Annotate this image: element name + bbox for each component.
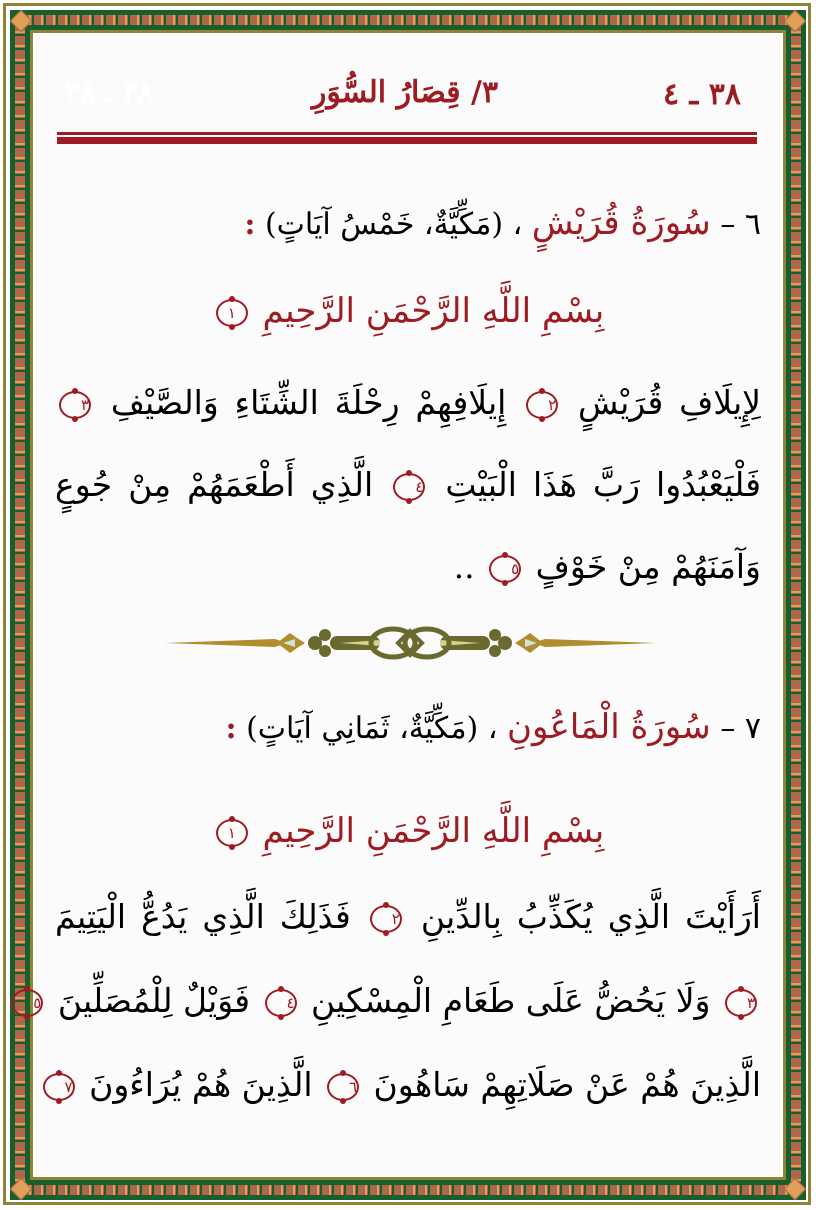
ayah-marker-icon: ٥: [11, 989, 43, 1017]
surah-name: سُورَةُ قُرَيْشٍ: [531, 203, 711, 243]
heading-colon: :: [225, 711, 237, 746]
bismillah-text: بِسْمِ اللَّهِ الرَّحْمَنِ الرَّحِيمِ: [262, 811, 605, 851]
bismillah: [55, 291, 761, 331]
verse-line: [33, 981, 761, 1020]
section-title: ٣/ قِصَارُ السُّوَرِ: [311, 75, 499, 110]
ayah-marker-icon: ٢: [370, 905, 402, 933]
page-header: [35, 35, 781, 135]
ghost-page-label: ٣٨ ـ ٣٨: [65, 75, 153, 108]
verse-text: الَّذِينَ هُمْ يُرَاءُونَ: [89, 1065, 313, 1104]
ayah-marker-icon: ١: [216, 819, 248, 847]
border-pattern-top: [22, 15, 794, 25]
border-pattern-bottom: [22, 1185, 794, 1195]
verse-text: إِيلَافِهِمْ رِحْلَةَ الشِّتَاءِ وَالصَّيْفِ: [110, 383, 507, 422]
separator: ،: [487, 711, 498, 746]
ayah-marker-icon: ٦: [327, 1073, 359, 1101]
bismillah: [55, 811, 761, 851]
verse-line: [55, 1065, 761, 1104]
verse-line: [55, 465, 761, 504]
border-pattern-right: [791, 22, 801, 1188]
ayah-marker-icon: ٥: [489, 555, 521, 583]
surah-info: (مَكِّيَّةٌ، خَمْسُ آيَاتٍ): [264, 207, 504, 242]
surah-number: ٧ –: [720, 711, 761, 746]
ayah-marker-icon: ٤: [393, 473, 425, 501]
bismillah-text: بِسْمِ اللَّهِ الرَّحْمَنِ الرَّحِيمِ: [262, 291, 605, 331]
header-rule-thin: [57, 132, 757, 135]
verse-line: [55, 897, 761, 936]
verse-text: الَّذِي أَطْعَمَهُمْ مِنْ جُوعٍ: [55, 465, 374, 504]
ayah-marker-icon: ١: [216, 299, 248, 327]
heading-colon: :: [244, 207, 256, 242]
ayah-marker-icon: ٣: [59, 391, 91, 419]
surah-heading: [55, 203, 761, 243]
verse-text: وَآمَنَهُمْ مِنْ خَوْفٍ: [535, 547, 761, 586]
verse-line: [55, 383, 761, 422]
verse-text: لِإِيلَافِ قُرَيْشٍ: [578, 383, 761, 422]
ornamental-divider-icon: [165, 625, 655, 661]
verse-text: فَذَلِكَ الَّذِي يَدُعُّ الْيَتِيمَ: [55, 897, 351, 936]
verse-text: أَرَأَيْتَ الَّذِي يُكَذِّبُ بِالدِّينِ: [420, 897, 761, 936]
verse-line: [55, 547, 761, 586]
ayah-marker-icon: ٢: [526, 391, 558, 419]
verse-text: وَلَا يَحُضُّ عَلَى طَعَامِ الْمِسْكِينِ: [311, 981, 711, 1020]
header-rule-thick: [57, 137, 757, 144]
ayah-marker-icon: ٤: [265, 989, 297, 1017]
page-content: [35, 35, 781, 1175]
verse-text: فَوَيْلٌ لِلْمُصَلِّينَ: [57, 981, 251, 1020]
surah-number: ٦ –: [720, 207, 761, 242]
page-number-label: ٣٨ ـ ٤: [662, 77, 741, 112]
surah-name: سُورَةُ الْمَاعُونِ: [507, 707, 711, 747]
ayah-marker-icon: ٣: [725, 989, 757, 1017]
verse-text: فَلْيَعْبُدُوا رَبَّ هَذَا الْبَيْتِ: [445, 465, 762, 504]
surah-heading: [55, 707, 761, 747]
surah-info: (مَكِّيَّةٌ، ثَمَانِي آيَاتٍ): [246, 711, 479, 746]
verse-text: ..: [453, 547, 475, 586]
ayah-marker-icon: ٧: [43, 1073, 75, 1101]
verse-text: الَّذِينَ هُمْ عَنْ صَلَاتِهِمْ سَاهُونَ: [373, 1065, 761, 1104]
separator: ،: [512, 207, 523, 242]
